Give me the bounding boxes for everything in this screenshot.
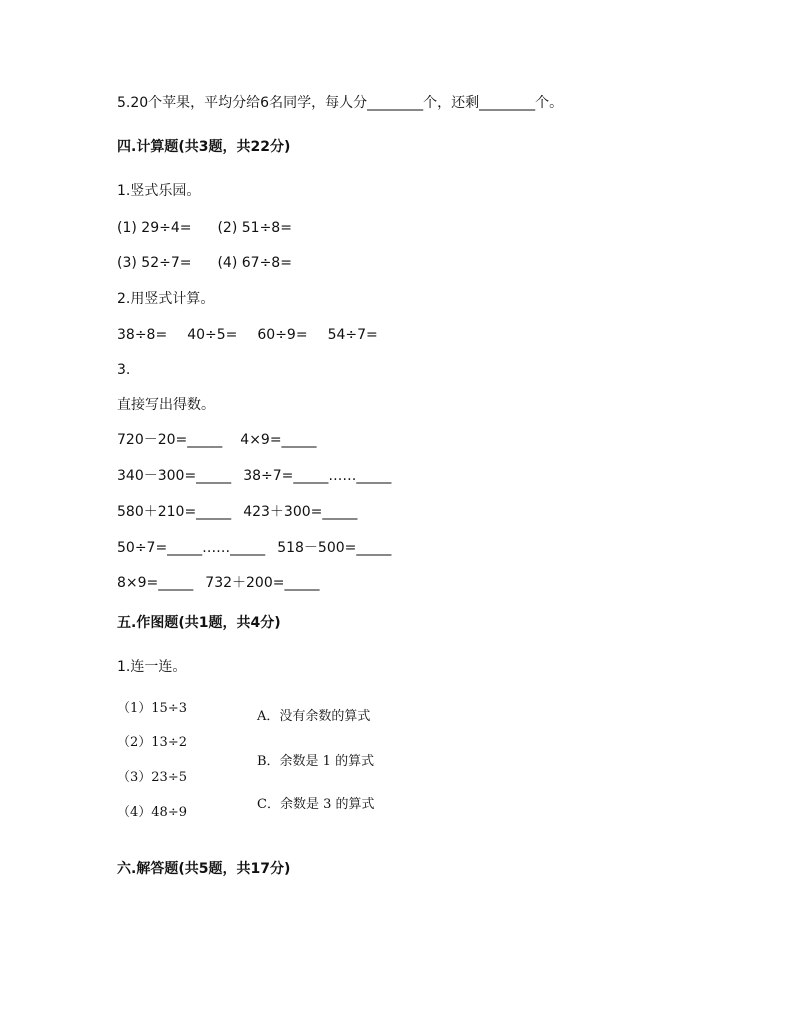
q3-item: 50÷7=_____……_____ bbox=[117, 540, 266, 556]
section-4-heading: 四.计算题(共3题，共22分) bbox=[117, 139, 291, 155]
q1-row1 bbox=[117, 219, 292, 237]
q3-row-5 bbox=[117, 574, 319, 592]
q3-item: 732＋200=_____ bbox=[205, 575, 320, 591]
q2-item-4: 54÷7= bbox=[327, 327, 378, 343]
match-left-1: （1）15÷3 bbox=[117, 701, 187, 716]
match-right-a: A．没有余数的算式 bbox=[257, 709, 371, 724]
q3-row-2 bbox=[117, 467, 391, 485]
q3-item: 38÷7=_____……_____ bbox=[243, 468, 392, 484]
q3-item: 518－500=_____ bbox=[277, 540, 392, 556]
q3-item: 340－300=_____ bbox=[117, 468, 232, 484]
q2-row bbox=[117, 326, 378, 344]
q1-row2 bbox=[117, 254, 292, 272]
q3-row-4 bbox=[117, 539, 391, 557]
match-right-b: B．余数是 1 的算式 bbox=[257, 754, 375, 769]
q3-title: 直接写出得数。 bbox=[117, 397, 215, 413]
q1-item-3: (3) 52÷7= bbox=[117, 255, 192, 271]
q3-item: 4×9=_____ bbox=[240, 432, 317, 448]
q3-item: 8×9=_____ bbox=[117, 575, 194, 591]
question-5: 5.20个苹果，平均分给6名同学，每人分________个，还剩________个。 bbox=[117, 95, 564, 111]
match-left-3: （3）23÷5 bbox=[117, 770, 187, 785]
section-5-heading: 五.作图题(共1题，共4分) bbox=[117, 615, 281, 631]
q3-item: 580＋210=_____ bbox=[117, 504, 232, 520]
q1-item-1: (1) 29÷4= bbox=[117, 220, 192, 236]
q1-item-4: (4) 67÷8= bbox=[217, 255, 292, 271]
match-left-2: （2）13÷2 bbox=[117, 735, 187, 750]
q3-row-3 bbox=[117, 503, 357, 521]
q2-item-3: 60÷9= bbox=[257, 327, 308, 343]
q3-item: 720－20=_____ bbox=[117, 432, 223, 448]
match-right-c: C．余数是 3 的算式 bbox=[257, 797, 375, 812]
match-left-4: （4）48÷9 bbox=[117, 805, 187, 820]
section-6-heading: 六.解答题(共5题，共17分) bbox=[117, 861, 291, 877]
q1-item-2: (2) 51÷8= bbox=[217, 220, 292, 236]
q2-title: 2.用竖式计算。 bbox=[117, 291, 215, 307]
q3-row-1 bbox=[117, 431, 317, 449]
q3-item: 423＋300=_____ bbox=[243, 504, 358, 520]
q2-item-2: 40÷5= bbox=[187, 327, 238, 343]
q2-item-1: 38÷8= bbox=[117, 327, 168, 343]
s5-q1-title: 1.连一连。 bbox=[117, 659, 187, 675]
q1-title: 1.竖式乐园。 bbox=[117, 183, 201, 199]
q3-number: 3. bbox=[117, 362, 131, 378]
